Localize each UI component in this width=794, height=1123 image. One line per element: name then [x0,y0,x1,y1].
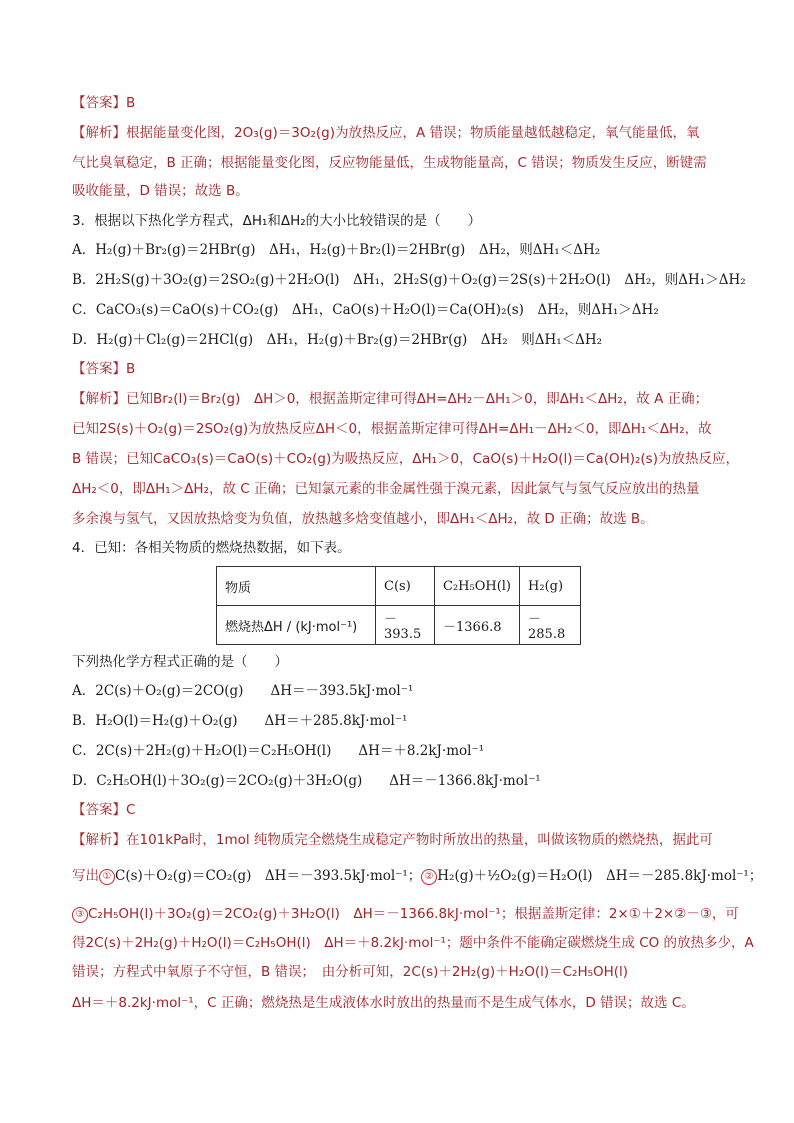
q4-analysis-line-3 [72,904,739,924]
q3-analysis-line-1: 【解析】已知Br₂(l)＝Br₂(g) ΔH＞0，根据盖斯定律可得ΔH=ΔH₂－ΔH₁＞0，即ΔH₁＜ΔH₂，故 A 正确； [72,391,709,407]
q3-analysis-line-2: 已知2S(s)＋O₂(g)＝2SO₂(g)为放热反应ΔH＜0，根据盖斯定律可得ΔH=ΔH₁－ΔH₂＜0，即ΔH₁＜ΔH₂，故 [72,421,712,437]
q4-analysis-prefix: 写出 [72,868,99,884]
q4-analysis-line-1: 【解析】在101kPa时，1mol 纯物质完全燃烧生成稳定产物时所放出的热量，叫做该物质的燃烧热，据此可 [72,832,713,848]
q4-stem: 4．已知：各相关物质的燃烧热数据，如下表。 [72,540,351,556]
q4-analysis-line-6: ΔH＝＋8.2kJ·mol⁻¹，C 正确；燃烧热是生成液体水时放出的热量而不是生成气体水，D 错误；故选 C。 [72,995,695,1011]
equation-2: H₂(g)＋½O₂(g)＝H₂O(l) ΔH＝－285.8kJ·mol⁻¹； [437,868,763,884]
q4-question: 下列热化学方程式正确的是（ ） [72,654,288,670]
table-header-cell: C₂H₅OH(l) [435,567,520,606]
q2-analysis-line-2: 气比臭氧稳定，B 正确；根据能量变化图，反应物能量低，生成物能量高，C 错误；物质发生反应，断键需 [72,155,707,171]
circled-number-1: ① [99,869,115,885]
q3-analysis-line-3: B 错误；已知CaCO₃(s)＝CaO(s)＋CO₂(g)为吸热反应，ΔH₁＞0，CaO(s)＋H₂O(l)＝Ca(OH)₂(s)为放热反应， [72,451,739,467]
circled-number-2: ② [421,869,437,885]
q4-option-c: C．2C(s)＋2H₂(g)＋H₂O(l)＝C₂H₅OH(l) ΔH＝＋8.2kJ·mol⁻¹ [72,743,485,759]
combustion-heat-table [216,566,581,645]
q4-option-a: A．2C(s)＋O₂(g)＝2CO(g) ΔH＝－393.5kJ·mol⁻¹ [72,683,414,699]
circled-number-3: ③ [72,907,88,923]
table-header-cell: H₂(g) [520,567,581,606]
q3-stem: 3．根据以下热化学方程式，ΔH₁和ΔH₂的大小比较错误的是（ ） [72,213,482,229]
q2-answer: 【答案】B [72,95,136,111]
q4-analysis-line-2 [72,866,762,886]
table-header-cell: C(s) [376,567,435,606]
q3-analysis-line-5: 多余溴与氢气，又因放热焓变为负值，放热越多焓变值越小，即ΔH₁＜ΔH₂，故 D 正确；故选 B。 [72,511,654,527]
q3-answer: 【答案】B [72,361,136,377]
q4-option-d: D．C₂H₅OH(l)＋3O₂(g)＝2CO₂(g)＋3H₂O(g) ΔH＝－1366.8kJ·mol⁻¹ [72,773,541,789]
q3-analysis-line-4: ΔH₂＜0，即ΔH₁＞ΔH₂，故 C 正确；已知氯元素的非金属性强于溴元素，因此氯气与氢气反应放出的热量 [72,481,700,497]
q4-answer: 【答案】C [72,802,136,818]
q3-option-b: B．2H₂S(g)＋3O₂(g)＝2SO₂(g)＋2H₂O(l) ΔH₁，2H₂S(g)＋O₂(g)＝2S(s)＋2H₂O(l) ΔH₂，则ΔH₁＞ΔH₂ [72,272,746,288]
q4-analysis-line-5: 错误；方程式中氧原子不守恒，B 错误； 由分析可知，2C(s)＋2H₂(g)＋H₂O(l)＝C₂H₅OH(l) [72,964,629,980]
q4-option-b: B．H₂O(l)＝H₂(g)＋O₂(g) ΔH＝＋285.8kJ·mol⁻¹ [72,713,408,729]
table-header-cell: 物质 [217,567,376,606]
table-cell: －285.8 [520,606,581,645]
table-row [217,606,581,645]
equation-1: C(s)＋O₂(g)＝CO₂(g) ΔH＝－393.5kJ·mol⁻¹； [115,868,422,884]
q3-option-a: A．H₂(g)＋Br₂(g)＝2HBr(g) ΔH₁，H₂(g)＋Br₂(l)＝2HBr(g) ΔH₂，则ΔH₁＜ΔH₂ [72,242,601,258]
q4-analysis-line-4: 得2C(s)＋2H₂(g)＋H₂O(l)＝C₂H₅OH(l) ΔH＝＋8.2kJ·mol⁻¹；题中条件不能确定碳燃烧生成 CO 的放热多少，A [72,935,754,951]
q2-analysis-line-1: 【解析】根据能量变化图，2O₃(g)＝3O₂(g)为放热反应，A 错误；物质能量越低越稳定，氧气能量低，氧 [72,125,700,141]
q3-option-c: C．CaCO₃(s)＝CaO(s)＋CO₂(g) ΔH₁，CaO(s)＋H₂O(l)＝Ca(OH)₂(s) ΔH₂，则ΔH₁＞ΔH₂ [72,302,659,318]
q4-analysis-line-3-text: C₂H₅OH(l)＋3O₂(g)＝2CO₂(g)＋3H₂O(l) ΔH＝－1366.8kJ·mol⁻¹；根据盖斯定律：2×①＋2×②－③，可 [88,906,739,922]
table-cell: －1366.8 [435,606,520,645]
q3-option-d: D．H₂(g)＋Cl₂(g)＝2HCl(g) ΔH₁，H₂(g)＋Br₂(g)＝2HBr(g) ΔH₂ 则ΔH₁＜ΔH₂ [72,332,603,348]
table-cell: －393.5 [376,606,435,645]
q2-analysis-line-3: 吸收能量，D 错误；故选 B。 [72,183,249,199]
table-row [217,567,581,606]
table-row-label: 燃烧热ΔH / (kJ·mol⁻¹) [217,606,376,645]
